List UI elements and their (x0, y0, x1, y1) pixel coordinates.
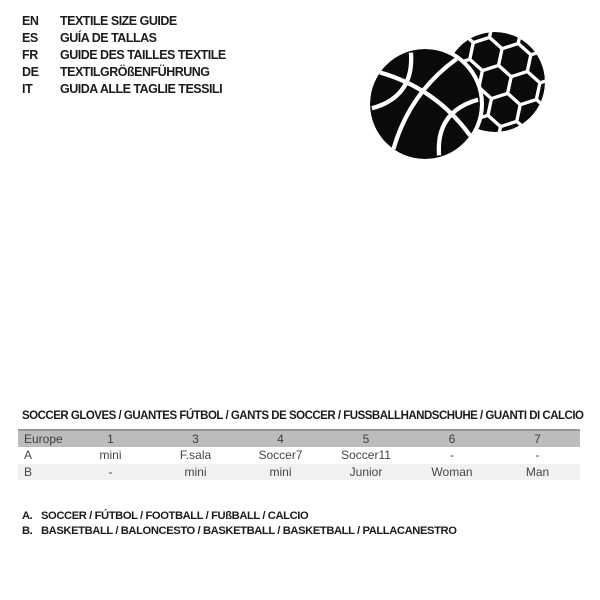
footnote-label: A. (22, 509, 33, 522)
cell-b-6: Woman (431, 464, 473, 479)
language-label: GUIDE DES TAILLES TEXTILE (60, 47, 226, 62)
language-code: FR (22, 47, 38, 62)
language-row-es (22, 29, 226, 46)
language-code: ES (22, 30, 38, 45)
header-cell-size-1: 1 (107, 432, 114, 446)
header-cell-size-4: 4 (277, 432, 284, 446)
language-code: EN (22, 13, 39, 28)
cell-a-6: - (450, 448, 454, 462)
row-label: B (24, 464, 33, 479)
cell-b-5: Junior (349, 464, 383, 479)
size-table-header-row (18, 430, 580, 447)
row-label: A (24, 448, 33, 462)
cell-b-4: mini (269, 464, 292, 479)
cell-a-1: mini (99, 448, 122, 462)
cell-b-7: Man (525, 464, 550, 479)
footnote-list (22, 508, 457, 539)
footnote-text: BASKETBALL / BALONCESTO / BASKETBALL / BASKETBALL / PALLACANESTRO (41, 525, 457, 538)
cell-a-7: - (535, 448, 540, 462)
language-row-en (22, 12, 226, 29)
footnote-b (22, 524, 457, 540)
language-row-it (22, 81, 226, 98)
language-label: TEXTILE SIZE GUIDE (60, 13, 177, 28)
language-list (22, 12, 226, 98)
header-cell-size-6: 6 (448, 432, 456, 446)
size-table-title: SOCCER GLOVES / GUANTES FÚTBOL / GANTS DE SOCCER / FUSSBALLHANDSCHUHE / GUANTI DI CALCIO (22, 410, 584, 422)
table-row-b (18, 464, 580, 481)
language-code: IT (22, 82, 33, 97)
header-cell-europe: Europe (24, 432, 63, 446)
table-row-a (18, 447, 580, 464)
cell-b-3: mini (184, 464, 207, 479)
cell-a-5: Soccer11 (341, 448, 391, 462)
footnote-label: B. (22, 525, 33, 538)
footnote-a (22, 508, 457, 524)
sports-balls-illustration (350, 0, 590, 185)
cell-a-4: Soccer7 (258, 448, 303, 462)
cell-b-1: - (108, 464, 113, 479)
language-row-de (22, 64, 226, 81)
language-label: GUÍA DE TALLAS (60, 30, 157, 45)
language-code: DE (22, 65, 39, 80)
language-label: GUIDA ALLE TAGLIE TESSILI (60, 82, 223, 97)
header-cell-size-5: 5 (362, 432, 370, 446)
header-cell-size-3: 3 (192, 432, 199, 446)
footnote-text: SOCCER / FÚTBOL / FOOTBALL / FUßBALL / CALCIO (41, 509, 309, 522)
cell-a-3: F.sala (179, 448, 212, 462)
size-table (18, 429, 580, 480)
language-label: TEXTILGRÖßENFÜHRUNG (60, 65, 210, 80)
header-cell-size-7: 7 (534, 432, 541, 446)
language-row-fr (22, 46, 226, 63)
